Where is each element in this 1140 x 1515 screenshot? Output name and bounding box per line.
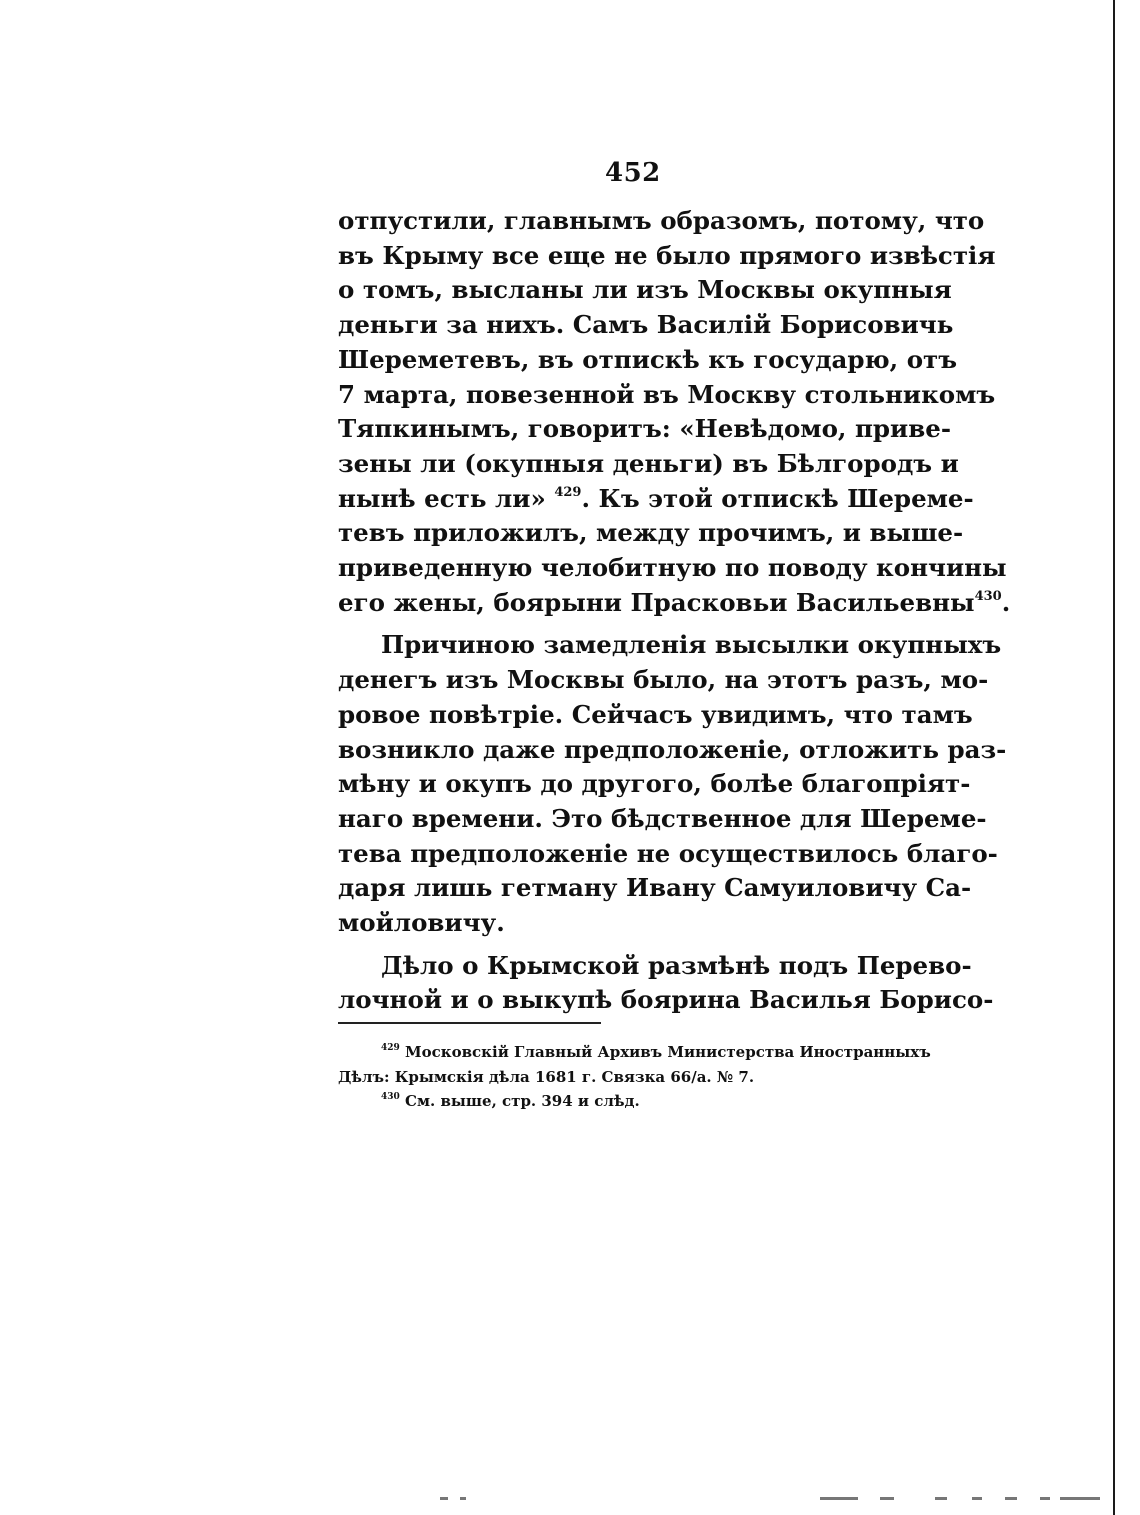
scan-speck [440, 1497, 448, 1500]
text-line: тева предположеніе не осуществилось благо- [338, 838, 998, 868]
scan-speck [1060, 1497, 1100, 1500]
footnote-line [338, 1089, 918, 1114]
scan-speck [1005, 1497, 1017, 1500]
text-line: лочной и о выкупѣ боярина Василья Борисо- [338, 985, 994, 1015]
text-line: Причиною замедленія высылки окупныхъ [381, 630, 1002, 660]
text-segment: . [1001, 587, 1011, 617]
text-line: мойловичу. [338, 908, 505, 938]
scan-edge-line [1113, 0, 1115, 1515]
footnote-divider [338, 1022, 601, 1024]
footnote-text: См. выше, стр. 394 и слѣд. [405, 1092, 640, 1110]
text-segment: нынѣ есть ли» [338, 483, 546, 513]
text-line: въ Крыму все еще не было прямого извѣстія [338, 240, 996, 270]
text-line-with-footnote [338, 482, 974, 517]
text-line: деньги за нихъ. Самъ Василій Борисовичь [338, 310, 954, 340]
text-line: мѣну и окупъ до другого, болѣе благопріят- [338, 769, 971, 799]
scan-speck [460, 1497, 466, 1500]
footnotes [338, 1040, 931, 1114]
scan-speck [972, 1497, 982, 1500]
text-line: тевъ приложилъ, между прочимъ, и выше- [338, 518, 964, 548]
text-line-with-footnote [338, 586, 1011, 621]
text-line: наго времени. Это бѣдственное для Шереме- [338, 803, 987, 833]
footnote-number: 429 [381, 1043, 400, 1053]
scan-speck [1040, 1497, 1050, 1500]
scan-speck [820, 1497, 858, 1500]
text-line: Дѣло о Крымской размѣнѣ подъ Перево- [381, 950, 972, 980]
footnote-line [338, 1040, 931, 1065]
body-text [338, 204, 1011, 1018]
text-line: 7 марта, повезенной въ Москву стольникомъ [338, 379, 996, 409]
text-segment: . Къ этой отпискѣ [581, 483, 839, 513]
footnote-text: Московскій Главный Архивъ Министерства Иностранныхъ [405, 1043, 931, 1061]
text-line: приведенную челобитную по поводу кончины [338, 553, 1007, 583]
scan-speck [880, 1497, 894, 1500]
footnote-number: 430 [381, 1092, 400, 1102]
text-line: ровое повѣтріе. Сейчасъ увидимъ, что тамъ [338, 699, 973, 729]
text-line: денегъ изъ Москвы было, на этотъ разъ, мо- [338, 665, 989, 695]
text-line: возникло даже предположеніе, отложить раз- [338, 734, 1007, 764]
scan-speck [935, 1497, 947, 1500]
text-line: даря лишь гетману Ивану Самуиловичу Са- [338, 873, 972, 903]
text-segment: его жены, боярыни Прасковьи Васильевны [338, 587, 975, 617]
text-line: отпустили, главнымъ образомъ, потому, что [338, 206, 985, 235]
text-line: о томъ, высланы ли изъ Москвы окупныя [338, 275, 952, 305]
footnote-line: Дѣлъ: Крымскія дѣла 1681 г. Связка 66/а. № 7. [338, 1067, 755, 1086]
text-line: Тяпкинымъ, говоритъ: «Невѣдомо, приве- [338, 414, 951, 444]
page-number: 452 [605, 158, 661, 188]
footnote-ref-430: 430 [974, 588, 1002, 604]
footnote-ref-429: 429 [554, 484, 582, 500]
text-line: Шереметевъ, въ отпискѣ къ государю, отъ [338, 344, 958, 374]
text-segment: Шереме- [847, 483, 974, 513]
text-line: зены ли (окупныя деньги) въ Бѣлгородъ и [338, 448, 959, 478]
